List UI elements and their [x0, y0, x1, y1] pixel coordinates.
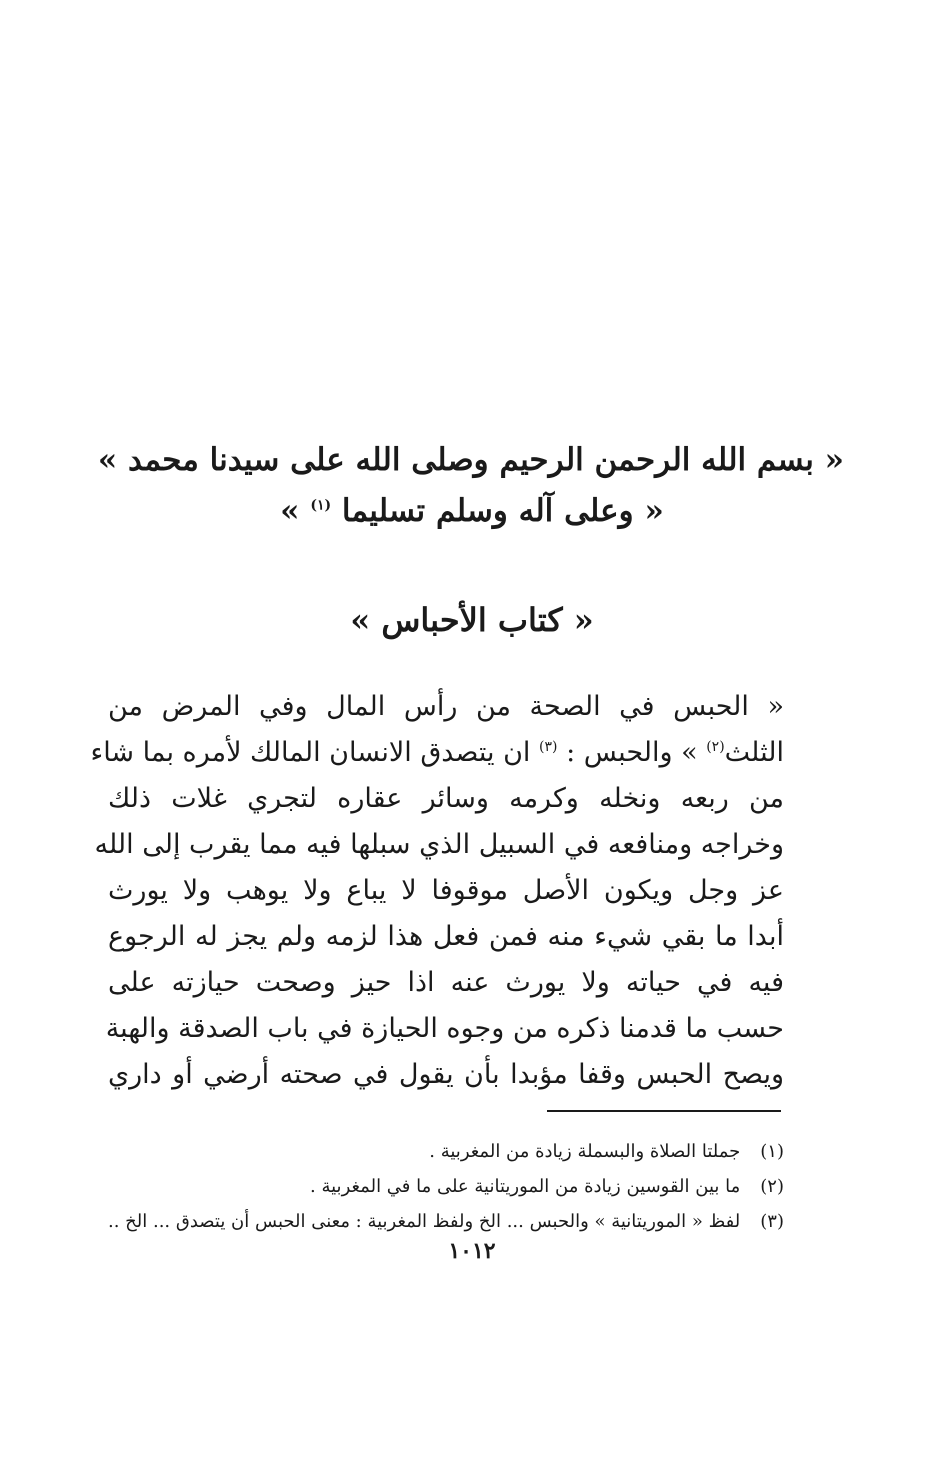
footnote-separator: [547, 1110, 781, 1112]
footnote-text: ما بين القوسين زيادة من الموريتانية على ما في المغربية .: [310, 1176, 741, 1197]
footnote-number: (٢): [760, 1176, 784, 1197]
footnote-3: [100, 1204, 784, 1239]
footnote-number: (١): [760, 1141, 784, 1162]
body-line-4: وخراجه ومنافعه في السبيل الذي سبلها فيه مما يقرب إلى الله: [94, 829, 784, 860]
body-line-1: « الحبس في الصحة من رأس المال وفي المرض من: [108, 691, 784, 722]
bismillah-line-1: « بسم الله الرحمن الرحيم وصلى الله على سيدنا محمد »: [97, 442, 844, 478]
bismillah-line-2-text: « وعلى آله وسلم تسليما: [331, 493, 664, 529]
body-line-3: من ربعه ونخله وكرمه وسائر عقاره لتجري غلات ذلك: [108, 783, 784, 814]
bismillah-line-2: [100, 487, 844, 535]
body-line-5: عز وجل ويكون الأصل موقوفا لا يباع ولا يوهب ولا يورث: [108, 875, 784, 906]
footnote-number: (٣): [760, 1211, 784, 1232]
body-text: [90, 684, 785, 1098]
footnotes: [100, 1134, 784, 1239]
book-title: « كتاب الأحباس »: [350, 601, 594, 639]
body-line-2: [90, 730, 784, 776]
footnote-ref-3: (٣): [539, 739, 558, 755]
body-line-8: حسب ما قدمنا ذكره من وجوه الحيازة في باب الصدقة والهبة: [105, 1013, 784, 1044]
footnote-text: لفظ « الموريتانية » والحبس ... الخ ولفظ المغربية : معنى الحبس أن يتصدق ... الخ ..: [107, 1211, 741, 1232]
body-line-9: ويصح الحبس وقفا مؤبدا بأن يقول في صحته أرضي أو داري: [108, 1059, 785, 1090]
body-line-2-part-c: ان يتصدق الانسان المالك لأمره بما شاء: [90, 737, 540, 768]
body-line-2-part-b: » والحبس :: [557, 737, 707, 768]
footnote-ref-1: (١): [310, 497, 332, 514]
bismillah-line-2-close: »: [280, 493, 311, 529]
footnote-ref-2: (٢): [706, 739, 725, 755]
footnote-2: [100, 1169, 784, 1204]
footnote-1: [100, 1134, 784, 1169]
footnote-text: جملتا الصلاة والبسملة زيادة من المغربية .: [429, 1141, 741, 1162]
body-line-6: أبدا ما بقي شيء منه فمن فعل هذا لزمه ولم يجز له الرجوع: [108, 921, 784, 952]
body-line-2-part-a: الثلث: [724, 737, 784, 768]
body-line-7: فيه في حياته ولا يورث عنه اذا حيز وصحت حيازته على: [108, 967, 784, 998]
page-number: ١٠١٢: [448, 1238, 496, 1264]
